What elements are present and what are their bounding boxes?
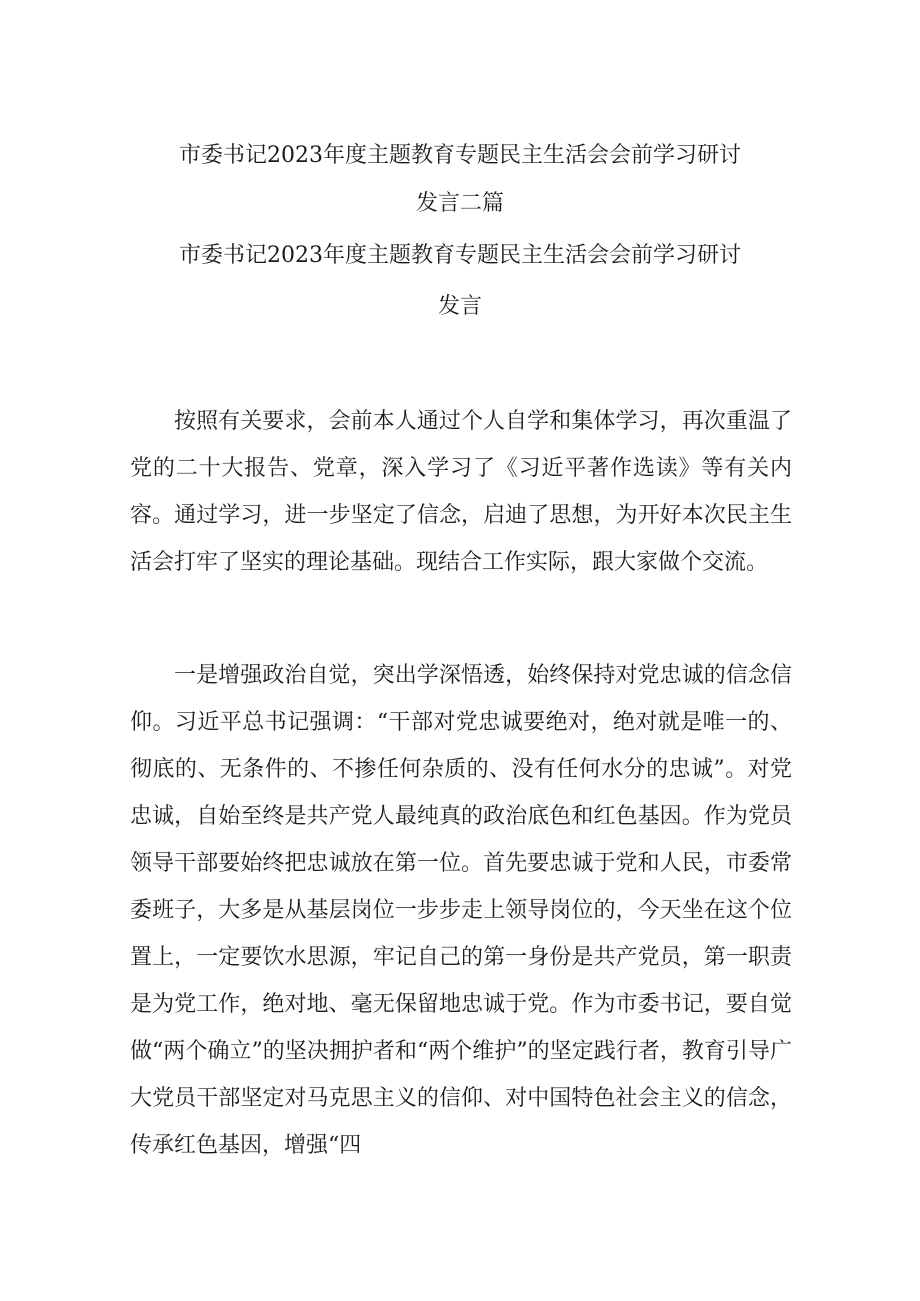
title-line-3: 市委书记2023年度主题教育专题民主生活会会前学习研讨 (179, 243, 741, 268)
paragraph-2: 一是增强政治自觉，突出学深悟透，始终保持对党忠诚的信念信仰。习近平总书记强调：“干部对党忠诚要绝对，绝对就是唯一的、彻底的、无条件的、不掺任何杂质的、没有任何水分的忠诚”。对党忠诚，自始至终是共产党人最纯真的政治底色和红色基因。作为党员领导干部要始终把忠诚放在第一位。首先要忠诚于党和人民，市委常委班子，大多是从基层岗位一步步走上领导岗位的，今天坐在这个位置上，一定要饮水思源，牢记自己的第一身份是共产党员，第一职责是为党工作，绝对地、毫无保留地忠诚于党。作为市委书记，要自觉做“两个确立”的坚决拥护者和“两个维护”的坚定践行者，教育引导广大党员干部坚定对马克思主义的信仰、对中国特色社会主义的信念，传承红色基因，增强“四 (130, 663, 792, 1158)
paragraph-1: 按照有关要求，会前本人通过个人自学和集体学习，再次重温了党的二十大报告、党章，深入学习了《习近平著作选读》等有关内容。通过学习，进一步坚定了信念，启迪了思想，为开好本次民主生活会打牢了坚实的理论基础。现结合工作实际，跟大家做个交流。 (130, 409, 792, 575)
title-line-4: 发言 (437, 294, 482, 319)
title-line-2: 发言二篇 (415, 191, 504, 216)
title-line-1: 市委书记2023年度主题教育专题民主生活会会前学习研讨 (179, 143, 741, 168)
